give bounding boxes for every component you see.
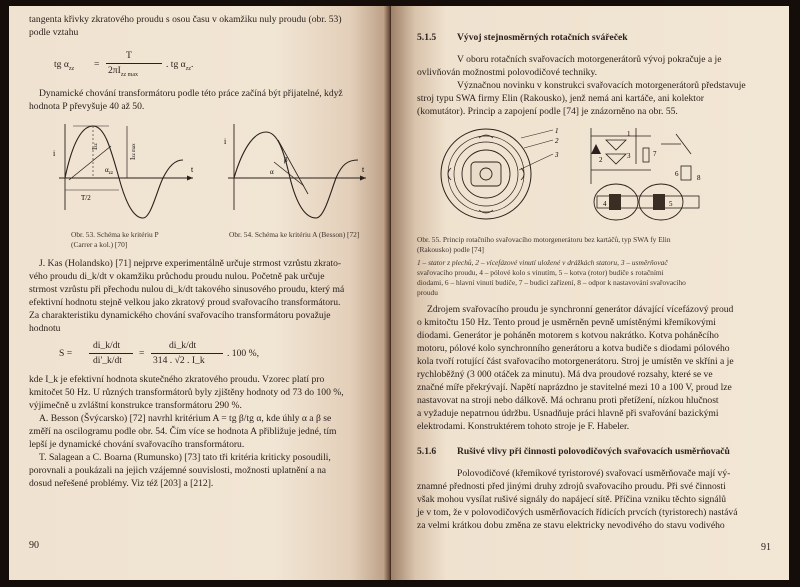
section-number: 5.1.5	[417, 32, 437, 43]
formula-numerator: di_k/dt	[169, 340, 197, 351]
figure-55-legend: proudu	[417, 288, 438, 297]
text-line: Význačnou novinku v konstrukci svařovacích motorgenerátorů představuje	[457, 80, 746, 91]
text-line: tangenta křivky zkratového proudu s osou času v okamžiku nuly proudu (obr. 53)	[29, 14, 342, 25]
label-t-half: T/2	[81, 194, 91, 202]
text-line: však mohou vysílat rušivé signály do napájecí sítě. Příčina vzniku těchto signálů	[417, 494, 727, 505]
formula-tail: . tg α	[166, 59, 186, 70]
formula-tail: . 100 %,	[227, 348, 259, 359]
text-line: podle vztahu	[29, 27, 79, 38]
formula-numerator: di_k/dt	[93, 340, 121, 351]
right-page	[391, 6, 789, 580]
fraction-bar	[89, 353, 133, 354]
label-beta: β	[284, 156, 288, 164]
text-line: o kmitočtu 150 Hz. Tento proud je usměrněn pevně umístěnými křemíkovými	[417, 317, 716, 328]
text-line: lepší je dynamické chování svařovacího transformátoru.	[29, 439, 245, 450]
figure-55-legend: svařovacího proudu, 4 – pólové kolo s vinutím, 5 – kotva (rotor) budiče s rotačními	[417, 268, 664, 277]
page-number: 90	[29, 540, 39, 551]
figure-55-diagram	[431, 124, 751, 228]
axis-label-t: t	[362, 165, 365, 174]
formula-sub: zz max	[120, 71, 138, 78]
figure-55-legend: 1 – stator z plechů, 2 – vícefázové vinutí uložené v drážkách statoru, 3 – usměrňovač	[417, 258, 668, 267]
izz-sub: zz	[94, 143, 99, 148]
text-line: motoru, pólové kolo synchronního generátoru a kotva budiče s diodami pólového	[417, 343, 730, 354]
page-number: 91	[761, 542, 771, 553]
izzmax-symbol: I	[129, 157, 137, 160]
label-alpha: α	[270, 168, 274, 176]
section-title: Vývoj stejnosměrných rotačních svářeček	[457, 32, 628, 43]
section-number: 5.1.6	[417, 446, 437, 457]
figure-55-legend: diodami, 6 – hlavní vinutí budiče, 7 – budicí zařízení, 8 – odpor k nastavování svařovacího	[417, 278, 686, 287]
text-line: (komutátor). Princip a zapojení podle [74] je znázorněno na obr. 55.	[417, 106, 678, 117]
diagram-label: 8	[697, 174, 701, 182]
text-line: změří na oscilogramu podle obr. 54. Čím více se hodnota A přibližuje jedné, tím	[29, 426, 337, 437]
left-page	[9, 6, 389, 580]
label-izz-max	[129, 143, 137, 160]
diagram-label: 1	[627, 130, 631, 138]
text-line: výjimečně u zvláštní konstrukce transformátoru 290 %.	[29, 400, 242, 411]
formula-sub: zz	[68, 65, 75, 72]
text-line: rychloběžný (3 000 otáček za minutu). Má dva proudové rozsahy, které se ve	[417, 369, 713, 380]
diagram-label: 6	[675, 170, 679, 178]
formula-denominator: 314 . √2 . I_k	[153, 355, 205, 366]
formula-lhs: tg α	[54, 59, 69, 70]
text-line: vého proudu di_k/dt v okamžiku průchodu proudu nulou. Početně pak určuje	[29, 271, 325, 282]
diagram-label: 3	[627, 152, 631, 160]
text-line: T. Salagean a C. Boarna (Rumunsko) [73] tato tři kritéria kriticky posoudili,	[39, 452, 331, 463]
text-line: kola tvoří rotující část svařovacího motorgenerátoru. Stroj je umístěn ve skříni a je	[417, 356, 734, 367]
text-line: kmitočet 50 Hz. U různých transformátorů byly zjištěny hodnoty od 73 do 100 %,	[29, 387, 344, 398]
text-line: hodnotu	[29, 323, 61, 334]
formula-tg-alpha	[54, 50, 274, 82]
text-line: znamné přednosti před jinými druhy zdrojů svařovacího proudu. Při své činnosti	[417, 481, 726, 492]
alpha-symbol: α	[105, 166, 109, 174]
text-line: elektrodami. Konstruktérem tohoto stroje je F. Habeler.	[417, 421, 630, 432]
label-izz	[91, 142, 99, 150]
formula-s	[59, 340, 299, 370]
figure-53-diagram	[51, 120, 201, 224]
text-line: strmost vzrůstu při přechodu nulou di_k/dt takového sinusového proudu, který má	[29, 284, 345, 295]
figure-54-diagram	[224, 120, 374, 224]
text-line: za velmi krátkou dobu změna ze stavu elektricky nevodivého do stavu vodivého	[417, 520, 725, 531]
text-line: diodami. Generátor je poháněn motorem s kotvou nakrátko. Kotva poháněcího	[417, 330, 719, 341]
label-alpha-zz	[105, 166, 114, 176]
text-line: značné míře překrývají. Napětí naprázdno je stavitelné mezi 10 a 100 V, proud lze	[417, 382, 732, 393]
alpha-sub: zz	[108, 171, 114, 176]
figure-55-caption: Obr. 55. Princip rotačního svařovacího motorgenerátoru bez kartáčů, typ SWA fy Elin	[417, 235, 671, 244]
diagram-label: 5	[669, 200, 673, 208]
axis-label-t: t	[191, 165, 194, 174]
formula-equals: =	[139, 348, 145, 359]
formula-denominator: 2πI	[108, 65, 121, 76]
text-line: Polovodičové (křemíkové tyristorové) svařovací usměrňovače mají vý-	[457, 468, 731, 479]
text-line: stroj typu SWA firmy Elin (Rakousko), jenž nemá ani kartáče, ani kolektor	[417, 93, 704, 104]
text-line: nastavovat na stroji nebo dálkově. Má ochranu proti přetížení, nízkou hlučnost	[417, 395, 719, 406]
diagram-label: 3	[555, 151, 559, 159]
text-line: a vyžaduje nepatrnou údržbu. Usnadňuje práci hlavně při svařování bazickými	[417, 408, 719, 419]
text-line: kde I_k je efektivní hodnota skutečného zkratového proudu. Vzorec platí pro	[29, 374, 325, 385]
diagram-label: 7	[653, 150, 657, 158]
figure-55-caption: (Rakousko) podle [74]	[417, 245, 484, 254]
open-book	[3, 2, 797, 585]
diagram-label: 2	[599, 156, 603, 164]
text-line: Dynamické chování transformátoru podle této práce začíná být přijatelné, když	[39, 88, 343, 99]
formula-denominator: di'_k/dt	[93, 355, 122, 366]
text-line: V oboru rotačních svařovacích motorgenerátorů vývoj pokračuje a je	[457, 54, 722, 65]
izz-symbol: I	[91, 147, 99, 150]
text-line: porovnali a poukázali na jejich vzájemné souvislosti, možnosti uplatnění a na	[29, 465, 327, 476]
section-title: Rušivé vlivy při činnosti polovodičových svařovacích usměrňovačů	[457, 446, 730, 457]
text-line: dosud neřešené problémy. Viz též [203] a [212].	[29, 478, 214, 489]
izzmax-sub: zz max	[132, 143, 137, 158]
diagram-label: 2	[555, 137, 559, 145]
formula-end: .	[191, 59, 194, 70]
text-line: A. Besson (Švýcarsko) [72] navrhl kritérium A = tg β/tg α, kde úhly α a β se	[39, 413, 332, 424]
text-line: Zdrojem svařovacího proudu je synchronní generátor dávající vícefázový proud	[427, 304, 734, 315]
figure-54-caption: Obr. 54. Schéma ke kritériu A (Besson) [72]	[229, 230, 360, 239]
text-line: hodnota P převyšuje 40 až 50.	[29, 101, 145, 112]
fraction-bar	[106, 63, 162, 64]
formula-sub: zz	[185, 65, 192, 72]
fraction-bar	[151, 353, 223, 354]
formula-equals: =	[94, 59, 100, 70]
formula-numerator: T	[126, 50, 132, 61]
axis-label-i: i	[53, 149, 56, 158]
text-line: efektivní hodnotu stejně velkou jako zkratový proud svařovacího transformátoru.	[29, 297, 341, 308]
text-line: J. Kas (Holandsko) [71] nejprve experimentálně určuje strmost vzrůstu zkrato-	[39, 258, 342, 269]
axis-label-i: i	[224, 137, 227, 146]
figure-53-caption: Obr. 53. Schéma ke kritériu P	[71, 230, 159, 239]
formula-lhs: S =	[59, 348, 73, 359]
text-line: ovlivňován možnostmi polovodičové techniky.	[417, 67, 598, 78]
text-line: Za charakteristiku dynamického chování svařovacího transformátoru považuje	[29, 310, 331, 321]
diagram-label: 1	[555, 127, 559, 135]
diagram-label: 4	[603, 200, 607, 208]
text-line: je v tom, že v polovodičových usměrňovacích řídicích prvcích (tyristorech) nastává	[417, 507, 738, 518]
figure-53-caption: (Carrer a kol.) [70]	[71, 240, 128, 249]
